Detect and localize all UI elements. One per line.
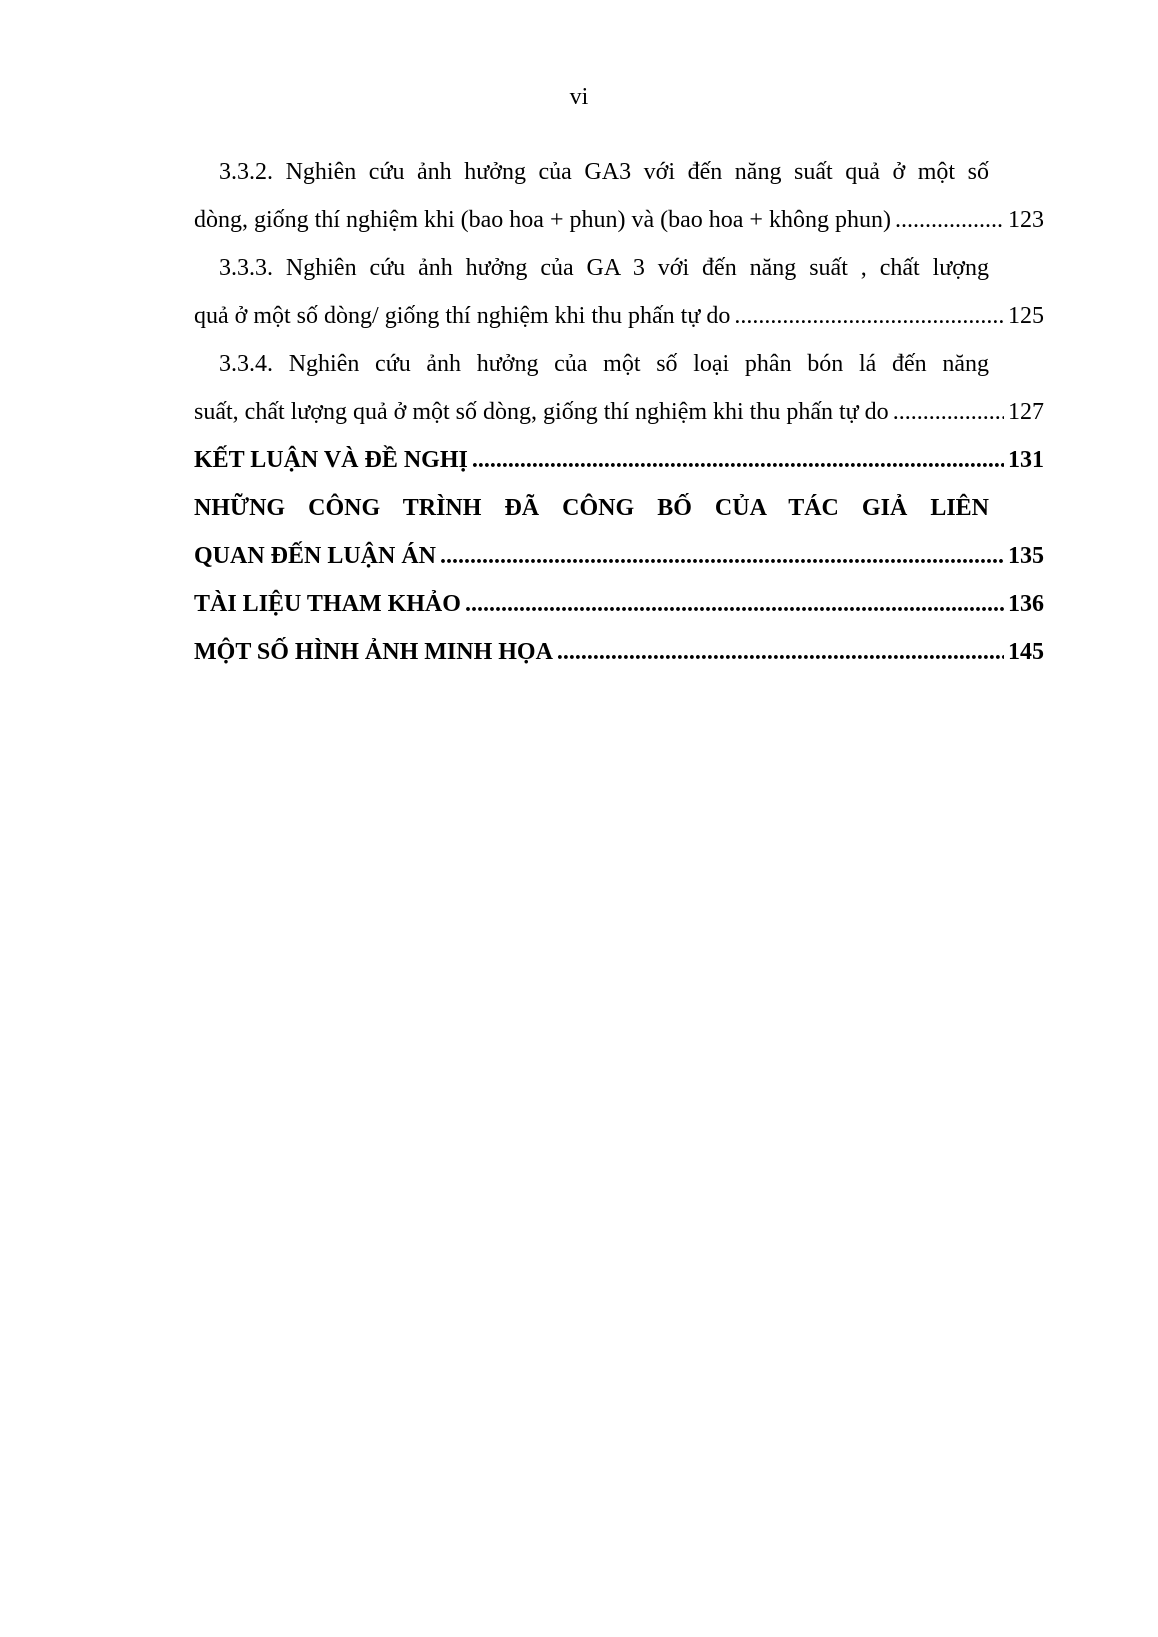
toc-page-number: 131 (1008, 447, 1044, 473)
toc-page-number: 135 (1008, 543, 1044, 569)
dot-leader (472, 444, 1004, 476)
toc-entry-3-3-4-line1: 3.3.4. Nghiên cứu ảnh hưởng của một số loại phân bón lá đến năng (219, 351, 989, 377)
toc-entry-text: QUAN ĐẾN LUẬN ÁN (194, 543, 437, 569)
toc-entry-publications-line2[interactable] (194, 540, 1044, 588)
toc-entry-publications-line1: NHỮNG CÔNG TRÌNH ĐÃ CÔNG BỐ CỦA TÁC GIẢ LIÊN (194, 495, 989, 521)
toc-entry-3-3-3-line2[interactable] (194, 300, 1044, 348)
dot-leader (440, 540, 1004, 572)
page-number: vi (569, 84, 589, 110)
toc-entry-text: quả ở một số dòng/ giống thí nghiệm khi thu phấn tự do (194, 303, 731, 329)
toc-entry-3-3-2-line1: 3.3.2. Nghiên cứu ảnh hưởng của GA3 với đến năng suất quả ở một số (219, 159, 989, 185)
dot-leader (893, 396, 1004, 428)
dot-leader (557, 636, 1004, 668)
toc-entry-illustrations[interactable] (194, 636, 1044, 684)
toc-entry-conclusion[interactable] (194, 444, 1044, 492)
dot-leader (734, 300, 1004, 332)
toc-page-number: 145 (1008, 639, 1044, 665)
toc-entry-text: suất, chất lượng quả ở một số dòng, giống thí nghiệm khi thu phấn tự do (194, 399, 889, 425)
toc-entry-3-3-4-line2[interactable] (194, 396, 1044, 444)
toc-entry-3-3-2-line2[interactable] (194, 204, 1044, 252)
toc-entry-references[interactable] (194, 588, 1044, 636)
dot-leader (465, 588, 1004, 620)
dot-leader (895, 204, 1004, 236)
toc-page-number: 136 (1008, 591, 1044, 617)
toc-entry-text: TÀI LIỆU THAM KHẢO (194, 591, 461, 617)
toc-entry-3-3-3-line1: 3.3.3. Nghiên cứu ảnh hưởng của GA 3 với đến năng suất , chất lượng (219, 255, 989, 281)
toc-entry-text: MỘT SỐ HÌNH ẢNH MINH HỌA (194, 639, 553, 665)
toc-entry-text: KẾT LUẬN VÀ ĐỀ NGHỊ (194, 447, 468, 473)
toc-entry-text: dòng, giống thí nghiệm khi (bao hoa + phun) và (bao hoa + không phun) (194, 207, 891, 233)
table-of-contents (194, 156, 1044, 684)
toc-page-number: 127 (1008, 399, 1044, 425)
toc-page-number: 123 (1008, 207, 1044, 233)
toc-page-number: 125 (1008, 303, 1044, 329)
